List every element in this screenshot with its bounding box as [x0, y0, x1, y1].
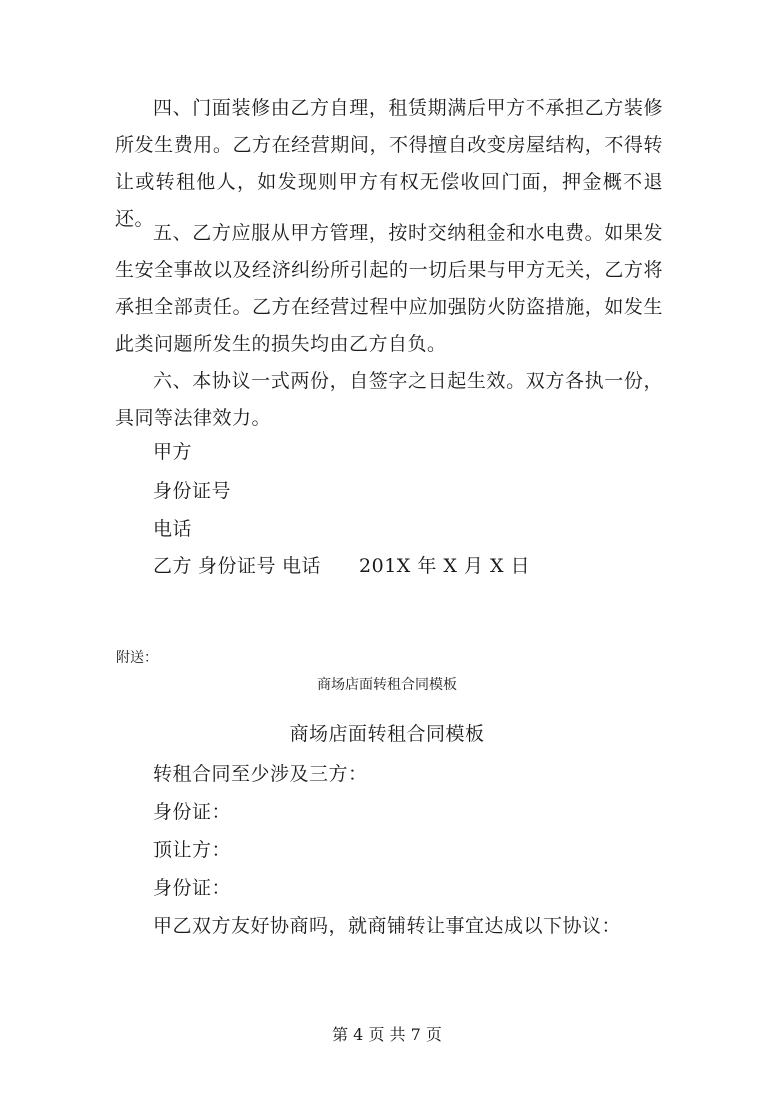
party-b-phone-label: 电话 [282, 555, 322, 577]
clause-4-paragraph: 四、门面装修由乙方自理，租赁期满后甲方不承担乙方装修所发生费用。乙方在经营期间，不得擅自改变房屋结构，不得转让或转租他人，如发现则甲方有权无偿收回门面，押金概不退还。 [115, 97, 663, 230]
page-number-footer: 第 4 页 共 7 页 [332, 1025, 442, 1044]
party-a-label: 甲方 [153, 441, 193, 463]
appendix-line-1: 转租合同至少涉及三方： [153, 763, 368, 785]
party-b-signature-line [153, 548, 530, 585]
party-b-label: 乙方 [153, 555, 193, 577]
appendix-small-title: 商场店面转租合同模板 [317, 677, 457, 693]
appendix-label: 附送： [116, 650, 158, 666]
clause-5-paragraph: 五、乙方应服从甲方管理，按时交纳租金和水电费。如果发生安全事故以及经济纠纷所引起的一切后果与甲方无关，乙方将承担全部责任。乙方在经营过程中应加强防火防盗措施，如发生此类问题所发生的损失均由乙方自负。 [115, 222, 663, 355]
appendix-line-4: 身份证： [153, 877, 232, 899]
signing-date: 201X 年 X 月 X 日 [359, 555, 531, 577]
appendix-title: 商场店面转租合同模板 [289, 723, 485, 745]
appendix-line-2: 身份证： [153, 801, 232, 823]
party-b-id-label: 身份证号 [198, 555, 277, 577]
phone-label: 电话 [153, 518, 193, 540]
clause-6-paragraph: 六、本协议一式两份，自签字之日起生效。双方各执一份，具同等法律效力。 [115, 370, 663, 429]
id-number-label: 身份证号 [153, 480, 232, 502]
appendix-line-3: 顶让方： [153, 839, 232, 861]
appendix-line-5: 甲乙双方友好协商吗，就商铺转让事宜达成以下协议： [153, 915, 622, 937]
